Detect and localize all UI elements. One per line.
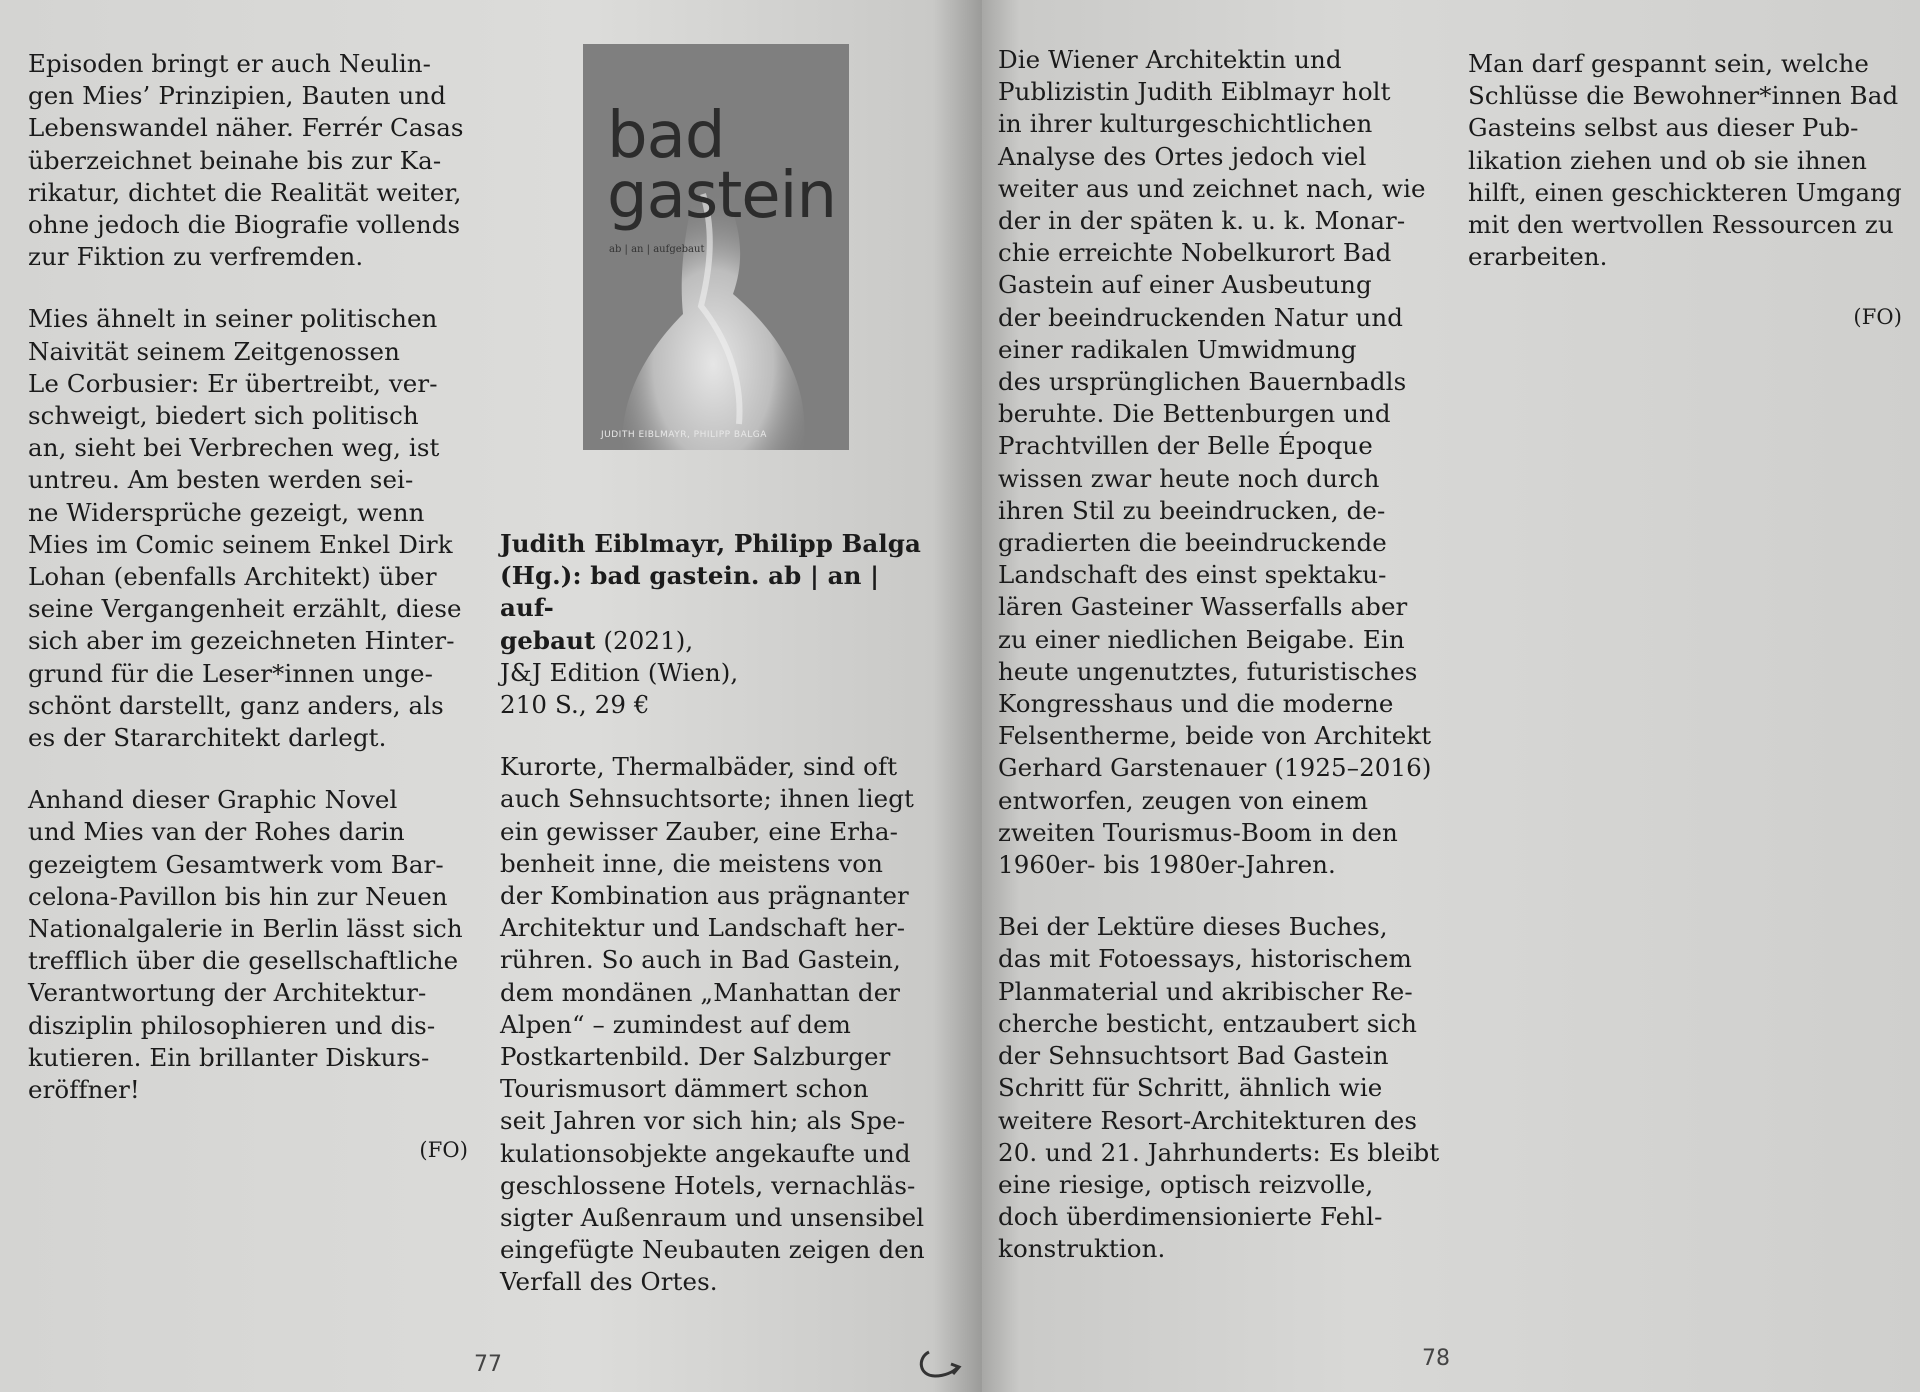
cover-title: bad gastein	[607, 99, 836, 233]
paragraph: Mies ähnelt in seiner politischen Naivität seinem Zeitgenossen Le Corbusier: Er übertreibt, ver- schweigt, biedert sich politisch an, sieht bei Verbrechen weg, ist untreu. Am besten werden sei- ne Widersprüche gezeigt, wenn Mies im Comic seinem Enkel Dirk Lohan (ebenfalls Architekt) über seine Vergangenheit erzählt, diese sich aber im gezeichneten Hinter- grund für die Leser*innen unge- schönt darstellt, ganz anders, als es der Stararchitekt darlegt.	[28, 304, 462, 753]
paragraph: Anhand dieser Graphic Novel und Mies van der Rohes darin gezeigtem Gesamtwerk vom Bar- celona-Pavillon bis hin zur Neuen Nationalgalerie in Berlin lässt sich trefflich über die gesellschaftliche Verantwortung der Architektur- disziplin philosophieren und dis- kutieren. Ein brillanter Diskurs- eröffner!	[28, 785, 463, 1105]
citation-details: (2021), J&J Edition (Wien), 210 S., 29 €	[500, 625, 739, 720]
right-page	[982, 0, 1920, 1392]
column-2	[500, 528, 940, 1299]
paragraph: Die Wiener Architektin und Publizistin Judith Eiblmayr holt in ihrer kulturgeschichtlichen Analyse des Ortes jedoch viel weiter aus und zeichnet nach, wie der in der späten k. u. k. Monar- chie erreichte Nobelkurort Bad Gastein auf einer Ausbeutung der beeindruckenden Natur und einer radikalen Umwidmung des ursprünglichen Bauernbadls beruhte. Die Bettenburgen und Prachtvillen der Belle Époque wissen zwar heute noch durch ihren Stil zu beeindrucken, de- gradierten die beeindruckende Landschaft des einst spektaku- lären Gasteiner Wasserfalls aber zu einer niedlichen Beigabe. Ein heute ungenutztes, futuristisches Kongresshaus und die moderne Felsentherme, beide von Architekt Gerhard Garstenauer (1925–2016) entworfen, zeugen von einem zweiten Tourismus-Boom in den 1960er- bis 1980er-Jahren.	[998, 45, 1432, 880]
page-number: 77	[474, 1352, 502, 1377]
cover-subtitle: ab | an | aufgebaut	[609, 244, 705, 255]
page-number: 78	[1422, 1346, 1450, 1371]
author-signature: (FO)	[1853, 305, 1902, 330]
cover-authors: JUDITH EIBLMAYR, PHILIPP BALGA	[601, 430, 767, 440]
paragraph: Episoden bringt er auch Neulin- gen Mies’ Prinzipien, Bauten und Lebenswandel näher. Ferrér Casas überzeichnet beinahe bis zur Ka- rikatur, dichtet die Realität weiter, ohne jedoch die Biografie vollends zur Fiktion zu verfremden.	[28, 49, 464, 272]
column-3	[998, 44, 1448, 1266]
author-signature: (FO)	[419, 1138, 468, 1163]
book-citation	[500, 528, 940, 721]
book-cover	[583, 44, 849, 450]
page-turn-icon	[913, 1346, 965, 1382]
citation-title: Judith Eiblmayr, Philipp Balga (Hg.): bad gastein. ab | an | auf- gebaut	[500, 529, 921, 655]
paragraph: Bei der Lektüre dieses Buches, das mit Fotoessays, historischem Planmaterial und akribischer Re- cherche besticht, entzaubert sich der Sehnsuchtsort Bad Gastein Schritt für Schritt, ähnlich wie weitere Resort-Architekturen des 20. und 21. Jahrhunderts: Es bleibt eine riesige, optisch reizvolle, doch überdimensionierte Fehl- konstruktion.	[998, 912, 1440, 1264]
paragraph: Kurorte, Thermalbäder, sind oft auch Sehnsuchtsorte; ihnen liegt ein gewisser Zauber, eine Erha- benheit inne, die meistens von der Kombination aus prägnanter Architektur und Landschaft her- rühren. So auch in Bad Gastein, dem mondänen „Manhattan der Alpen“ – zumindest auf dem Postkartenbild. Der Salzburger Tourismusort dämmert schon seit Jahren vor sich hin; als Spe- kulationsobjekte angekaufte und geschlossene Hotels, vernachläs- sigter Außenraum und unsensibel eingefügte Neubauten zeigen den Verfall des Ortes.	[500, 752, 925, 1297]
paragraph: Man darf gespannt sein, welche Schlüsse die Bewohner*innen Bad Gasteins selbst aus dieser Pub- likation ziehen und ob sie ihnen hilft, einen geschickteren Umgang mit den wertvollen Ressourcen zu erarbeiten.	[1468, 49, 1902, 272]
column-4	[1468, 48, 1902, 334]
column-1	[28, 48, 468, 1167]
